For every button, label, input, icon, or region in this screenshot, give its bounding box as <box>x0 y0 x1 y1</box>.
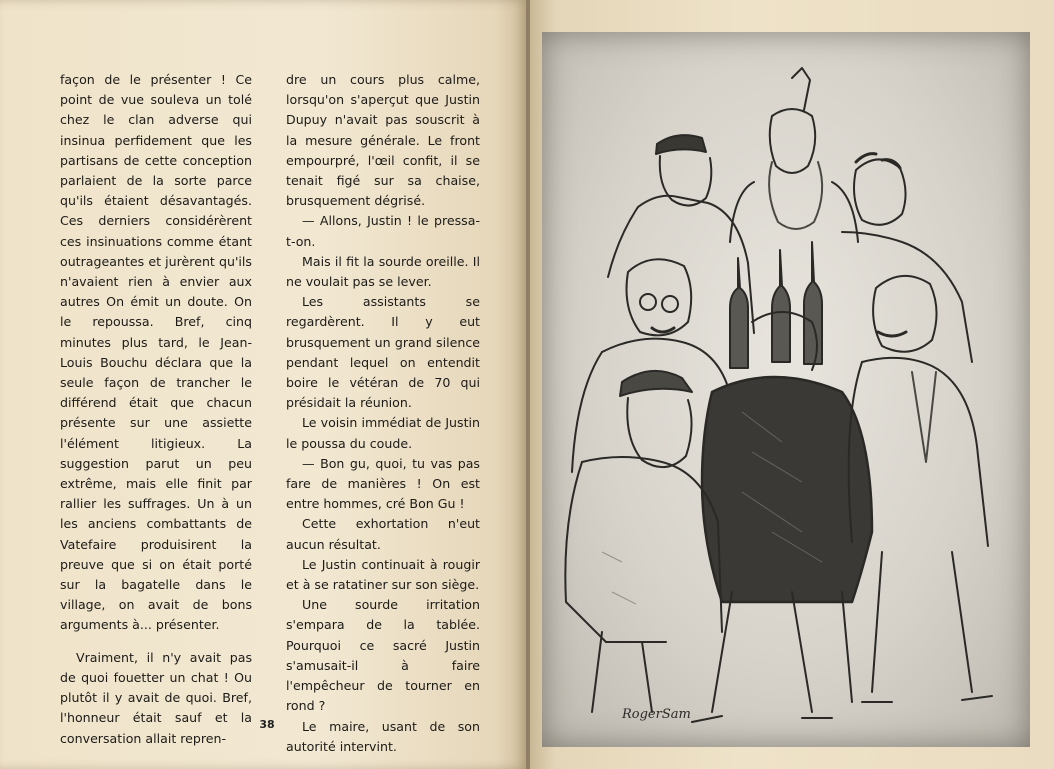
artist-signature: RogerSam <box>622 707 691 722</box>
paragraph-5: Mais il fit la sourde oreille. Il ne voulait pas se lever. <box>286 253 480 290</box>
paragraph-3: dre un cours plus calme, lorsqu'on s'aperçut que Justin Dupuy n'avait pas souscrit à la mesure générale. Le front empourpré, l'œil confit, il se tenait figé sur sa chaise, brusquement dégrisé. <box>286 72 480 209</box>
illustration <box>542 32 1030 747</box>
paragraph-2: Vraiment, il n'y avait pas de quoi fouetter un chat ! Ou plutôt il y avait de quoi. Bref, l'honneur était sauf et la conversation allait repren- <box>60 649 252 746</box>
paragraph-6: Les assistants se regardèrent. Il y eut brusquement un grand silence pendant lequel on entendit boire le vétéran de 70 qui présidait la réunion. <box>286 294 480 411</box>
text-column-2 <box>286 70 480 757</box>
paragraph-10: Le Justin continuait à rougir et à se ratatiner sur son siège. <box>286 556 480 593</box>
paragraph-8: — Bon gu, quoi, tu vas pas fare de manières ! On est entre hommes, cré Bon Gu ! <box>286 455 480 512</box>
paragraph-9: Cette exhortation n'eut aucun résultat. <box>286 516 480 552</box>
illustration-drawing <box>542 32 1030 747</box>
paragraph-1: façon de le présenter ! Ce point de vue souleva un tolé chez le clan adverse qui insinua perfidement que les partisans de cette conception parlaient de la sorte parce qu'ils étaient désavantagés. Ces derniers considérèrent ces insinuations comme étant outrageantes et jurèrent qu'ils n'avaient rien à envier aux autres On émit un doute. On le repoussa. Bref, cinq minutes plus tard, le Jean-Louis Bouchu déclara que la seule façon de trancher le différend était que chacun présente sur une assiette l'élément litigieux. La suggestion parut un peu extrême, mais elle finit par rallier les suffrages. Un à un les anciens combattants de Vatefaire produisirent la preuve que si on était porté sur la bagatelle dans le village, on avait de bons arguments à... présenter. <box>60 72 252 633</box>
paragraph-4: — Allons, Justin ! le pressa-t-on. <box>286 213 480 249</box>
paragraph-12: Le maire, usant de son autorité intervint. <box>286 718 480 754</box>
paragraph-11: Une sourde irritation s'empara de la tablée. Pourquoi ce sacré Justin s'amusait-il à faire l'empêcheur de tourner en rond ? <box>286 597 480 714</box>
page-number: 38 <box>259 718 275 731</box>
paragraph-7: Le voisin immédiat de Justin le poussa du coude. <box>286 415 480 451</box>
text-column-1 <box>60 70 252 749</box>
